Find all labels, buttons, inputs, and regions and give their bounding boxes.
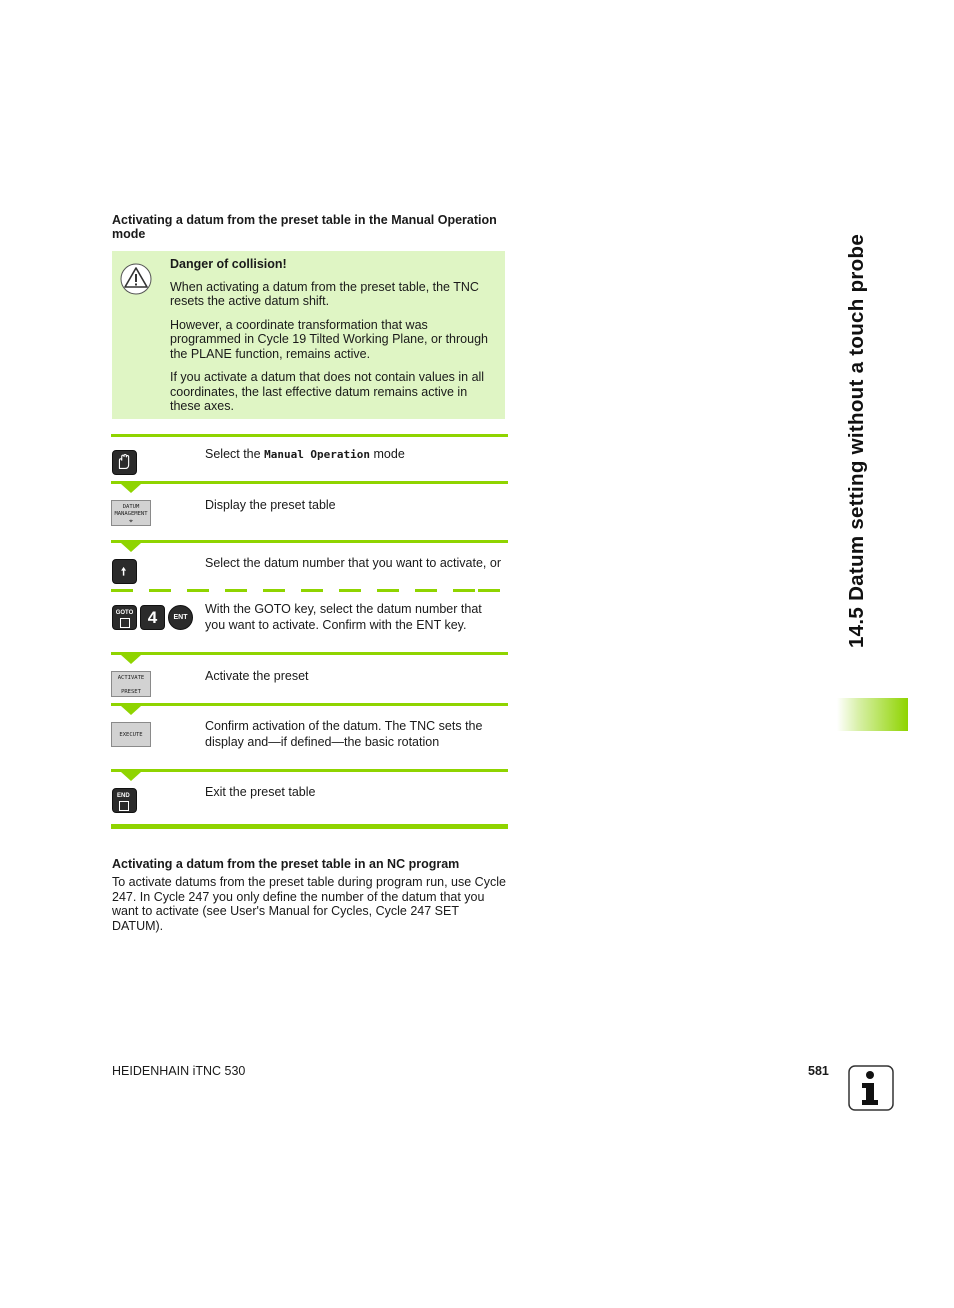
section-heading-manual: Activating a datum from the preset table in the Manual Operation mode <box>112 213 497 241</box>
arrow-up-icon <box>113 560 136 583</box>
hand-icon <box>113 451 136 474</box>
step-datum-text: Display the preset table <box>205 498 336 512</box>
step-goto-text: With the GOTO key, select the datum number that you want to activate. Confirm with the ENT key. <box>205 602 482 632</box>
goto-square-icon <box>120 618 130 628</box>
section-heading-nc-program: Activating a datum from the preset table in an NC program <box>112 857 460 871</box>
warning-paragraph: However, a coordinate transformation that was programmed in Cycle 19 Tilted Working Plane, or through the PLANE function, remains active. <box>170 317 488 361</box>
step-manual-text <box>205 446 510 463</box>
warning-paragraph: When activating a datum from the preset table, the TNC resets the active datum shift. <box>170 279 479 308</box>
softkey-label: ACTIVATE <box>117 675 145 681</box>
side-chapter-title <box>837 213 877 668</box>
dash <box>301 589 323 592</box>
warning-triangle-icon <box>120 263 152 295</box>
step-arrow-text: Select the datum number that you want to activate, or <box>205 556 501 570</box>
manual-operation-code: Manual Operation <box>264 448 371 461</box>
dash <box>339 589 361 592</box>
step-separator <box>111 481 508 484</box>
step-arrow <box>121 706 141 715</box>
side-chapter-title-text: 14.5 Datum setting without a touch probe <box>845 233 868 648</box>
end-key-label: END <box>117 793 130 799</box>
ent-key-label: ENT <box>173 614 188 621</box>
step-separator <box>111 540 508 543</box>
warning-text <box>170 257 496 423</box>
footer-manual-name: HEIDENHAIN iTNC 530 <box>112 1064 246 1078</box>
dash <box>187 589 209 592</box>
dash <box>111 589 133 592</box>
step-arrow <box>121 484 141 493</box>
dash <box>149 589 171 592</box>
page-number: 581 <box>808 1064 829 1078</box>
warning-title: Danger of collision! <box>170 257 287 271</box>
steps-end-bar <box>111 824 508 829</box>
step-separator <box>111 652 508 655</box>
warning-box <box>112 251 505 419</box>
manual-operation-key[interactable] <box>112 450 137 475</box>
datum-management-softkey[interactable] <box>111 500 151 526</box>
dash <box>478 589 500 592</box>
dash <box>225 589 247 592</box>
end-key[interactable] <box>112 788 137 813</box>
section-body-nc-program: To activate datums from the preset table during program run, use Cycle 247. In Cycle 247 you only define the number of the datum that you want to activate (see User's Manual for Cycles, Cycle 247 SET DATUM). <box>112 875 506 933</box>
dash <box>263 589 285 592</box>
step-activate-text: Activate the preset <box>205 669 309 683</box>
goto-key[interactable] <box>112 605 137 630</box>
step-separator <box>111 769 508 772</box>
step-execute-text: Confirm activation of the datum. The TNC sets the display and—if defined—the basic rotation <box>205 719 483 749</box>
dash <box>377 589 399 592</box>
warning-paragraph: If you activate a datum that does not contain values in all coordinates, the last effective datum remains active in these axes. <box>170 370 485 413</box>
step-manual-suffix: mode <box>370 447 405 461</box>
step-arrow <box>121 543 141 552</box>
datum-symbol-icon: ⌖ <box>129 517 133 525</box>
step-end-text: Exit the preset table <box>205 785 316 799</box>
dash <box>453 589 475 592</box>
step-arrow <box>121 655 141 664</box>
step-manual-prefix: Select the <box>205 447 265 461</box>
softkey-label: MANAGEMENT <box>114 511 148 517</box>
step-separator <box>111 434 508 437</box>
softkey-label: PRESET <box>121 689 141 695</box>
dash <box>415 589 437 592</box>
info-icon <box>848 1065 894 1111</box>
goto-key-label: GOTO <box>115 610 134 616</box>
execute-softkey[interactable]: EXECUTE <box>111 722 151 747</box>
ent-key[interactable] <box>168 605 193 630</box>
digit-4-key[interactable]: 4 <box>140 605 165 630</box>
step-separator <box>111 703 508 706</box>
end-square-icon <box>119 801 129 811</box>
activate-preset-softkey[interactable] <box>111 671 151 697</box>
softkey-label: DATUM <box>122 504 140 510</box>
step-arrow <box>121 772 141 781</box>
arrow-up-key[interactable] <box>112 559 137 584</box>
side-accent-block <box>837 698 908 731</box>
